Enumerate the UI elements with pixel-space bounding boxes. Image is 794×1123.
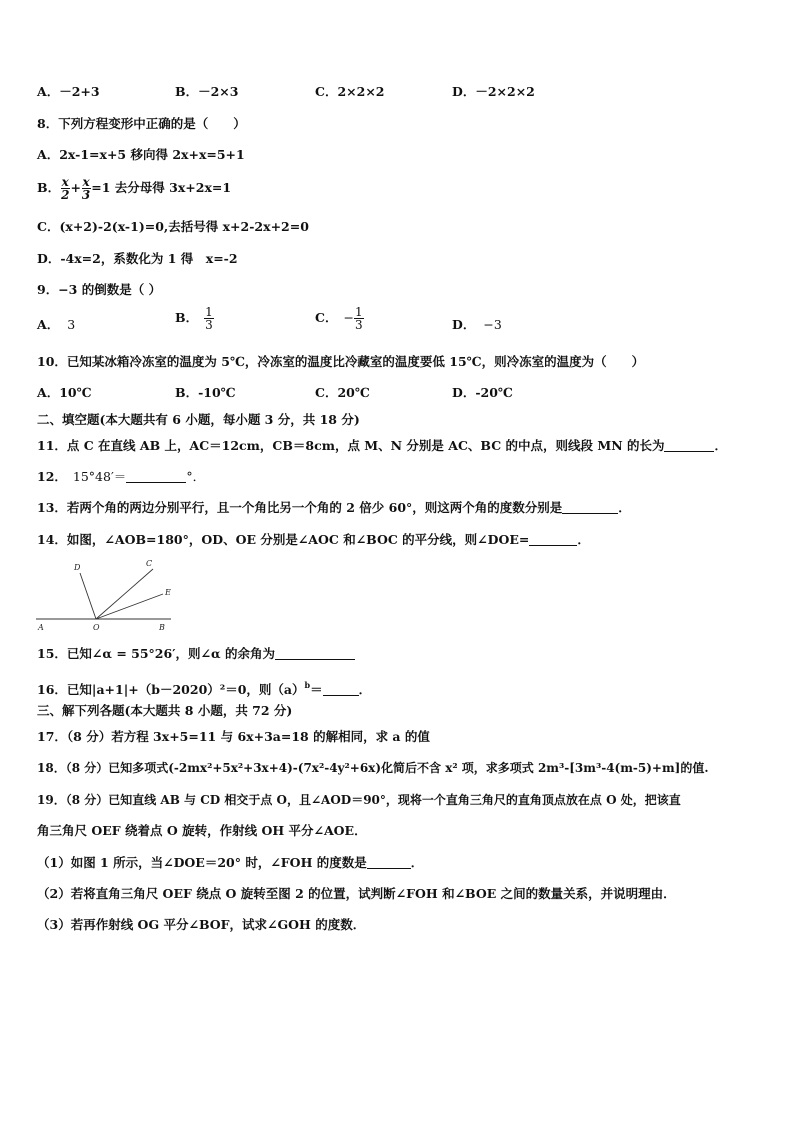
- q14: 14．如图，∠AOB=180°，OD、OE 分别是∠AOC 和∠BOC 的平分线，则∠DOE= ．: [37, 532, 590, 547]
- q19-part-2: （2）若将直角三角尺 OEF 绕点 O 旋转至图 2 的位置，试判断∠FOH 和∠BOE 之间的数量关系，并说明理由．: [37, 886, 676, 901]
- label-b: B: [159, 623, 165, 632]
- q8-option-d: D．-4x=2，系数化为 1 得 x=-2: [37, 251, 238, 266]
- q10-stem: 10．已知某冰箱冷冻室的温度为 5℃，冷冻室的温度比冷藏室的温度要低 15℃，则冷冻室的温度为（ ）: [37, 354, 645, 369]
- q8-option-b: B． $\frac{x}{2}$ + $\frac{x}{3}$ =1 去分母得 3x+2x=1: [37, 175, 232, 202]
- label-e: E: [165, 588, 171, 597]
- q9-stem: 9．−3 的倒数是（ ）: [37, 282, 162, 297]
- q10-option-b: B．-10℃: [175, 385, 236, 400]
- q10-option-c: C．20℃: [315, 385, 370, 400]
- q15: 15．已知∠α = 55°26′，则∠α 的余角为: [37, 646, 355, 662]
- q8-stem: 8．下列方程变形中正确的是（ ）: [37, 116, 246, 131]
- q13: 13．若两个角的两边分别平行，且一个角比另一个角的 2 倍少 60°，则这两个角的度数分别是 ．: [37, 500, 631, 515]
- section-2-heading: 二、填空题(本大题共有 6 小题，每小题 3 分，共 18 分): [37, 412, 360, 427]
- q12: 12． 15°48′＝ °．: [37, 469, 206, 484]
- q7-option-d: D．－2×2×2: [452, 84, 535, 99]
- q9-option-b: B． $\frac{1}{3}$: [175, 305, 213, 332]
- q8-option-a: A．2x-1=x+5 移向得 2x+x=5+1: [37, 147, 245, 162]
- label-a: A: [38, 623, 44, 632]
- q16: 16．已知|a+1|+（b－2020）²＝0，则$(a)^b=$ ．: [37, 680, 372, 697]
- q8-option-c: C．(x+2)-2(x-1)=0,去括号得 x+2-2x+2=0: [37, 219, 309, 234]
- label-o: O: [93, 623, 100, 632]
- label-d: D: [74, 563, 81, 572]
- label-c: C: [146, 559, 153, 568]
- q7-option-c: C．2×2×2: [315, 84, 385, 99]
- q14-figure: [36, 556, 186, 636]
- q19-line-1: 19．（8 分）已知直线 AB 与 CD 相交于点 O，且∠AOD＝90°，现将一个直角三角尺的直角顶点放在点 O 处，把该直: [37, 793, 681, 807]
- q7-option-b: B．－2×3: [175, 84, 239, 99]
- q18: 18．（8 分）已知多项式(-2mx²+5x²+3x+4)-(7x²-4y²+6x)化简后不含 x² 项，求多项式 2m³-[3m³-4(m-5)+m]的值.: [37, 761, 709, 775]
- q17: 17．（8 分）若方程 3x+5=11 与 6x+3a=18 的解相同，求 a 的值: [37, 729, 430, 744]
- q7-option-a: A．－2+3: [37, 84, 100, 99]
- q19-part-3: （3）若再作射线 OG 平分∠BOF，试求∠GOH 的度数．: [37, 917, 366, 932]
- q9-option-c: C． − $\frac{1}{3}$: [315, 305, 363, 332]
- q9-option-d: D． −3: [452, 317, 502, 332]
- q11: 11．点 C 在直线 AB 上，AC＝12cm，CB＝8cm，点 M、N 分别是 AC、BC 的中点，则线段 MN 的长为 ．: [37, 438, 727, 453]
- q19-line-2: 角三角尺 OEF 绕着点 O 旋转，作射线 OH 平分∠AOE．: [37, 823, 367, 838]
- q10-option-d: D．-20℃: [452, 385, 513, 400]
- q10-option-a: A．10℃: [37, 385, 92, 400]
- section-3-heading: 三、解下列各题(本大题共 8 小题，共 72 分): [37, 703, 293, 718]
- q9-option-a: A． 3: [37, 317, 76, 332]
- q19-part-1: （1）如图 1 所示，当∠DOE＝20° 时，∠FOH 的度数是 ．: [37, 855, 424, 870]
